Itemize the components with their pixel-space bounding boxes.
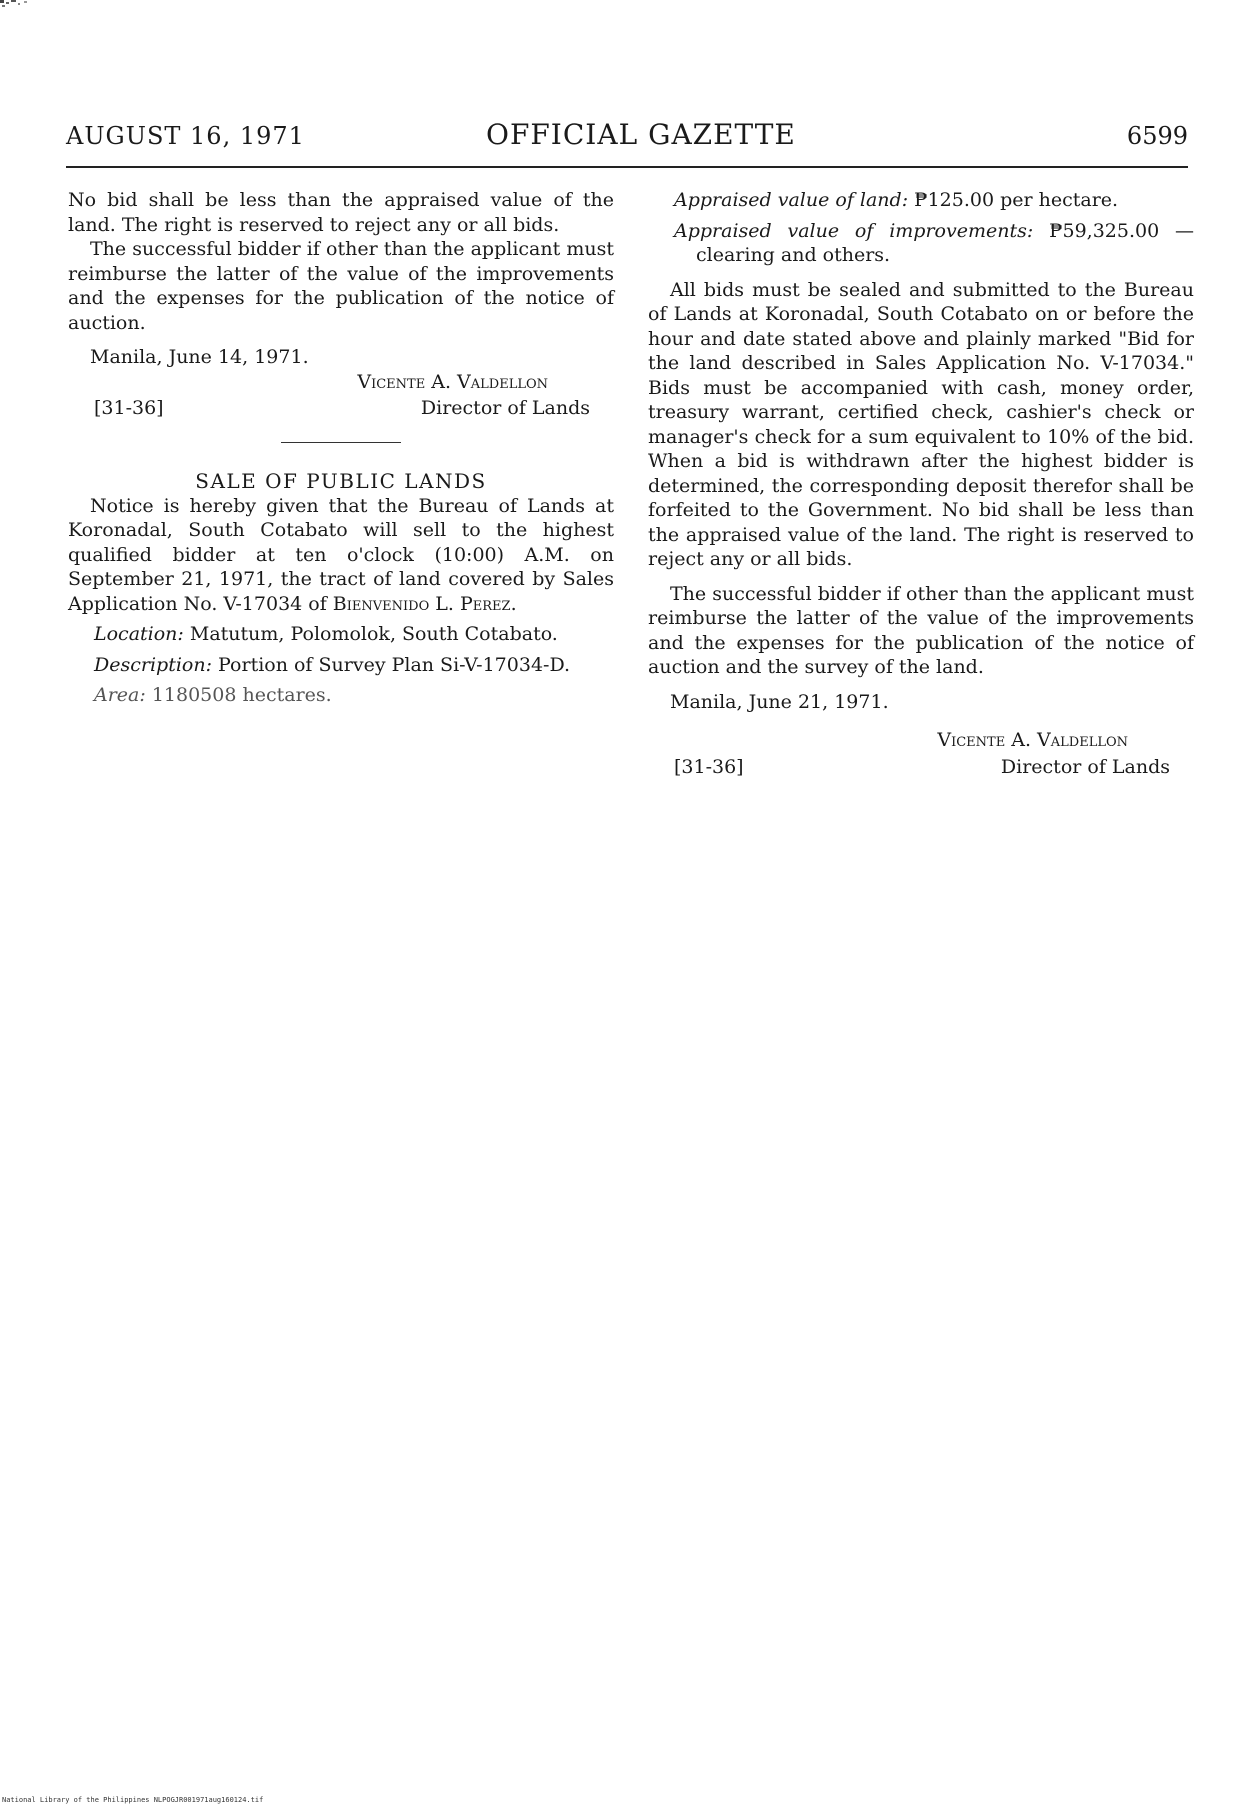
right-signature-title: Director of Lands [1000,755,1170,778]
location-value: Matutum, Polomolok, South Cotabato. [189,623,558,645]
scan-footer: National Library of the Philippines NLPOGJR001971aug160124.tif [2,1796,264,1804]
section-title: SALE OF PUBLIC LANDS [195,469,487,493]
appraised-land-value: ₱125.00 per hectare. [914,189,1119,211]
header-date: AUGUST 16, 1971 [66,122,305,150]
area-label: Area: [94,684,146,706]
right-paragraph-1: All bids must be sealed and submitted to the Bureau of Lands at Koronadal, South Cotabato on or before the hour and date stated above and plainly marked "Bid for the land described in Sales Application No. V-17034." Bids must be accompanied with cash, money order, treasury warrant, certified check, cashier's check or manager's check for a sum equivalent to 10% of the bid. When a bid is withdrawn after the highest bidder is determined, the corresponding deposit therefor shall be forfeited to the Government. No bid shall be less than the appraised value of the land. The right is reserved to reject any or all bids. [648,278,1194,570]
description-value: Portion of Survey Plan Si-V-17034-D. [218,653,571,676]
right-column [648,188,1194,781]
description-label: Description: [94,653,212,676]
description-line [68,653,614,678]
appraised-land-label: Appraised value of land: [674,189,909,211]
appraised-improvements-line [648,219,1194,268]
header-rule [66,166,1188,168]
right-place-date: Manila, June 21, 1971. [670,690,889,713]
left-place-date: Manila, June 14, 1971. [90,346,309,368]
appraised-improvements-label: Appraised value of improvements: [674,219,1034,242]
left-paragraph-2: The successful bidder if other than the applicant must reimburse the latter of the value of the improvements and the expenses for the publication of the notice of auction. [68,238,614,334]
left-ref-number: [31-36] [94,397,164,419]
left-signature-name: Vicente A. Valdellon [357,370,548,393]
page-header [66,118,1188,158]
location-label: Location: [94,623,184,645]
right-signature-row [648,755,1194,781]
right-signature-name: Vicente A. Valdellon [937,729,1128,751]
left-paragraph-1: No bid shall be less than the appraised value of the land. The right is reserved to reject any or all bids. [68,189,614,236]
area-value: 1180508 hectares. [151,684,332,706]
appraised-improvements-value: ₱59,325.00 —clearing and others. [696,219,1194,266]
appraised-land-line [648,188,1194,213]
left-column [68,188,614,708]
applicant-name: Bienvenido L. Perez [332,592,511,615]
notice-text: Notice is hereby given that the Bureau of Lands at Koronadal, South Cotabato will sell to the highest qualified bidder at ten o'clock (10:00) A.M. on September 21, 1971, the tract of land covered by Sales Application No. V-17034 of [68,494,614,615]
left-signature-row [68,396,614,422]
notice-paragraph [68,494,614,617]
area-line [68,683,614,708]
page-number: 6599 [1126,122,1188,150]
left-signature-title: Director of Lands [420,397,590,419]
location-line [68,622,614,647]
scan-noise [0,0,70,20]
right-ref-number: [31-36] [674,755,744,778]
section-separator [281,442,401,443]
right-paragraph-2: The successful bidder if other than the applicant must reimburse the latter of the value of the improvements and the expenses for the publication of the notice of auction and the survey of the land. [648,582,1194,678]
notice-end: . [510,592,517,615]
header-title: OFFICIAL GAZETTE [486,118,796,151]
